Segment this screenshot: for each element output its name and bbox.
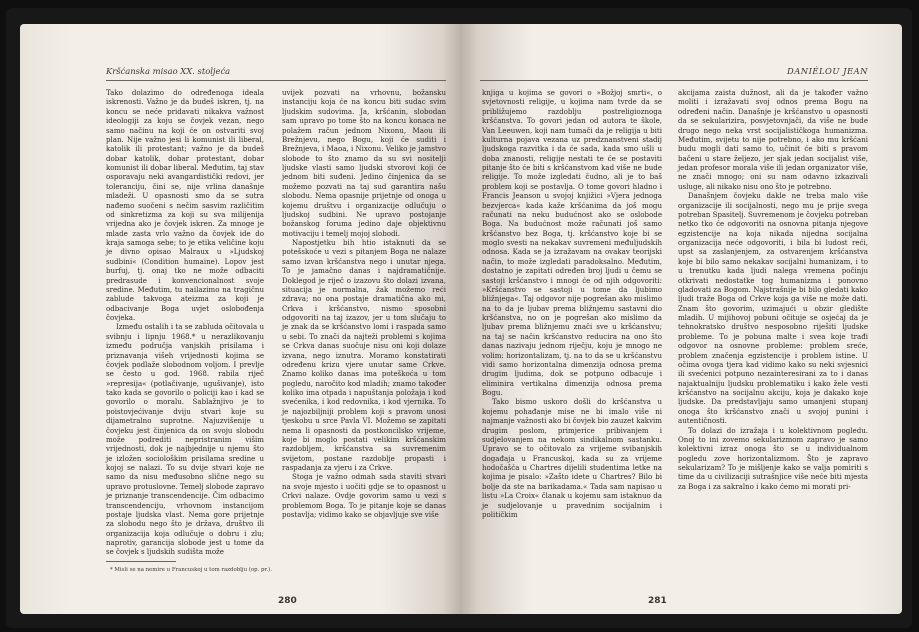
right-column-1 (482, 88, 662, 519)
page-number-left: 280 (278, 596, 297, 606)
page-number-right: 281 (648, 596, 667, 606)
paragraph: Današnjem čovjeku dakle ne treba malo više organizacije ili socijalnosti, nego mu je prije svega potreban Spasitelj. Suvremenom je čovjeku potreban netko tko će odgovoriti na osnovna pitanja njegove egzistencije na koja nikada nijedna socijalna organizacija neće odgovoriti, i bila bi ludost reći, upst sa zaslanjenjem, za ostvarenjem kršćanstva koje bi bilo samo nekakav socijalni humanizam, i to u trenutku kada ljudi nalega vremena počinju otkrivati nedostatke tog humanizma i ponovno gladovati za Bogom. Najstrašnije bi bilo gledati kako ljudi traže Boga od Crkve koja ga više ne može dati. Znam što govorim, uzimajući u obzir gledište mladih. U mijihovoj pobuni očituje se osjećaj da je tehnokratsko društvo nesposobno riješiti ljudske probleme. To je pobuna malte i svea koje trađi odgovor na osnovne probleme: problem sreće, problem značenja egzistencije i problem istine. U očima ovoga tjera kad vidimo kako su neki svjesnici ili svećenici potpuno nezainteresirani za to i danas najaktualniju ljudsku problematiku i kako žele vesti kršćanstvo na socijalnu akciju, koja je dakako koje ljudske. Da predstavljaju samo umanjeni stupanj onoga što kršćanstvo znači u svojoj punini i autentičnosti. (678, 191, 868, 426)
left-page (20, 24, 460, 614)
left-column-1 (106, 88, 264, 557)
paragraph: knjiga u kojima se govori o »Božjoj smrti«, o svjetovnosti religije, u kojima nam tvrde da se približujemo razdoblju postreligioznoga kršćanstva. To govori jedan od autora te škole, Van Leeuwen, koji nam tumači da je religija u biti kulturna pojava vezana uz predznanstveni stadij ljudskoga razvitka i da će sada, kada smo ušli u doba znanosti, religije nestati te će se postaviti pitanje što će biti s kršćanstvom kad više ne bude religije. To može izgledati čudno, ali je to baš problem koji se postavlja. O tome govori hladno i Francis Jeanson u svojoj knjižici »Vjera jednoga bezvjerca« kada kaže kršćanima da još mogu računati na neku budućnost ako se oslobode Boga. Na budućnost može računati još samo kršćanstvo bez Boga, tj. kršćanstvo koje bi se moglo svesti na nekakav suvremeni međuljudskih odnosa. Kada se ja izražavam na ovakav teorijski način, to može izgledati paradoksalno. Međutim, dostatno je zapitati određen broj ljudi u čemu se sastoji kršćanstvo i mnogi će od njih odgovoriti: »Kršćanstvo se sastoji u tome da ljubimo bližnjega«. Taj odgovor nije pogrešan ako mislimo na to da je ljubav prema bližnjemu sastavni dio kršćanstva, no on je pogrešan ako mislimo da ljubav prema bližnjemu znači sve u kršćanstvu; na taj se način kršćanstvo reducira na ono što danas nazivaju jednom riječju, koju je mnogo ne volim: horizontalizam, tj. na to da se u kršćanstvu vidi samo horizontalna dimenzija odnosa prema drugim ljudima, dok se potpuno odbacuje i eliminira vertikalna dimenzija odnosa prema Bogu. (482, 88, 662, 397)
paragraph: Tako dolazimo do određenoga ideala iskrenosti. Važno je da budeš iskren, tj. na koncu se neće pridavati nikakva važnost ideologiji za koju se čovjek vezan, nego samo načinu na koji će on ostvariti svoj plan. Nije važno jesi li komunist ili liberal, katolik ili protestant; važno je da budeš dobar katolik, dobar protestant, dobar komunist ili dobar liberal. Međutim, taj stav osporavaju neki avangardistički redovi, jer toleranciju, čini se, nije vrlina današnje mladeži. U opasnosti smo da se sutra nađemo suočeni s nečim sasvim različitim od sinkretizma za koji su sva milijenija vrijedna ako je čovjek iskren. Za mnoge je mlade zasta vrlo važno da čovjek ide do kraja samoga sebe; to je etika veličine koju je divno opisao Malraux u »Ljudskoj sudbini« (Condition humaine). Lopov jest burfuj, tj. onaj tko ne može odbaciti predrasude i konvencionalnost svoje sredine. Međutim, tu nailazimo na tragičnu zablude takvoga ateizma za koji je odbacivanje Boga uvjet oslobođenja čovjeka. (106, 88, 264, 322)
running-head-right: DANIÉLOU JEAN (786, 66, 868, 76)
paragraph: Napostjetku bih htio istaknuti da se potešskoće u vezi s pitanjem Boga ne nalaze samo izvan kršćanstva nego i unutar njega. To je jamačno danas i najdramatičnije. Doklegod je riječ o izazovu što dolazi izvana, situacija je normalna, žak možemo reći zdrava; no ona postaje dramatična ako mi, Crkva i kršćanstvo, nismo sposobni odgovoriti na taj izazov, jer u tom slučaju to je znak da se kršćanstvo lomi i raspada samo u sebi. To znači da najteži problemi s kojima se Crkva danas suočuje nisu oni koji dolaze izvana, nego iznutra. Moramo konstatirati određenu krizu vjere unutar same Crkve. Znamo koliko danas ima poteškoća u tom pogledu, naročito kod mladih; znamo također koliko ima otpada i napuštanja položaja i kod svećenika, i kod redovnika, i kod vjernika. To je najozbiljniji problem koji s pravom unosi tjeskobu u srce Pavla VI. Možemo se zapitati nema li opasnosti da postkoncilsko vrijeme, koje bi moglo postati velikim kršćanskim razdobljem, kršćanstva sa suvremenim svijetom, postane razdoblje propasti i raspadanja za vjeru i za Crkve. (282, 238, 446, 472)
right-column-2 (678, 88, 868, 491)
footnote-rule (106, 561, 176, 562)
header-rule-right (480, 80, 868, 81)
paragraph: Između ostalih i ta se zabluda očitovala u svibnju i lipnju 1968.* u nerazlikovanju između područja vanjskih prisilama i priznavanja višeh vrijednosti kojima se čovjek podlaže slobodnom voljom. I prevlje se često u god. 1968. rabila riječ »represija« (potlačivanje, ugušivanje), isto tako kada se govorilo o policiji kao i kad se govorilo o moralu. Sablažnjivo je to poistovjećivanje dviju stvari koje su dijametralno suprotne. Najuzvišenije u čovjeku jest činjenica da on svoju slobodu može podrediti nepristranim višim vrijednosti, dok je najbjednije u njemu što je izložen sociološkim prisilama sredine u kojoj se nalazi. To su dvije stvari koje ne samo da nisu međusobno slične nego su upravo protuslovne. Temelj slobode zapravo je priznanje transcendencije. Čim odbacimo transcendenciju, vrhovnom instancijom postaje ljudska vlast. Nema gore prijetnje za slobodu nego što je država, društvo ili organizacija koja odlučuje o dobru i zlu; naprotiv, garancija slobode jest u tome da se čovjek s ljudskih sudišta može (106, 322, 264, 557)
paragraph: uvijek pozvati na vrhovnu, božansku instanciju koja će na koncu biti sudac svim ljudskim sudovima. Ja, kršćanin, slobodan sam upravo po tome što na koncu konaca ne polažem račun jednom Nixonu, Maou ili Brežnjevu, nego Bogu, koji će suditi i Brežnjeva, i Maoa, i Nixonu. Veliko je jamstvo slobode to što znamo da su svi nositelji ljudske vlasti samo ljudski stvorovi koji će jednom biti suđeni. Jedino činjenica da se možemo pozvati na taj sud garantira našu slobodu. Nema opasnije prijetnje od onoga u kojemu društvu i organizacije odlučuju o ljudskoj sudbini. Ne upravo postojanje božanskog foruma jedino daje objektivnu motivaciju i temelj mojoj slobodi. (282, 88, 446, 238)
open-book (6, 8, 912, 628)
header-rule-left (106, 80, 446, 81)
paragraph: Stoga je važno odmah sada staviti stvari na svoje mjesto i uočiti gdje se to opasnost u Crkvi nalaze. Ovdje govorim samo u vezi s problemom Boga. To je pitanje koje se danas postavlja; vidimo kako se objavljuje sve više (282, 472, 446, 519)
paragraph: To dolazi do izražaja i u kolektivnom pogledu. Onoj to ini zovemo sekularizmom zapravo je samo kolektivni izraz onoga što se u individualnom pogledu zove horizontalizmom. Što je zapravo sekularizam? To je mišljenje kako se valja pomiriti s time da u civilizaciji sutrašnjice više neće biti mjesta za Boga i za sakralno i kako ćemo mi morati pri- (678, 425, 868, 491)
left-column-2 (282, 88, 446, 519)
running-head-left: Kršćanska misao XX. stoljeća (106, 66, 231, 76)
footnote: * Misli se na nemire u Francuskoj u tom razdoblju (op. pr.). (110, 567, 272, 573)
paragraph: Tako bismo uskoro došli do kršćanstva u kojemu pohađanje mise ne bi imalo više ni najmanje važnosti ako bi čovjek bio zauzet kakvim drugim poslom, primjerice pribivanjem i sudjelovanjem na nekom sindikalnom sastanku. Upravo se to očitovalo za vrijeme svibanjskih događaja u Francuskoj, kada su za vrijeme hodočašća u Chartres dijelili studentima letke na kojima je pisalo: »Zašto idete u Chartres? Bilo bi bolje da ste na barikadama.« Tada sam napisao u listu »La Croix« članak u kojemu sam istaknuo da je sudjelovanje u pravednim socijalnim i političkim (482, 397, 662, 519)
right-page (460, 24, 902, 614)
paragraph: akcijama zaista dužnost, ali da je također važno moliti i izražavati svoj odnos prema Bogu na određeni način. Današnje je kršćanstvo u opasnosti da se sekularizira, posvjetovnjači, da više ne bude drugo nego neka vrst socijalističkoga humanizma. Međutim, svijetu to nije potrebno, i ako mu kršćani budu mogli dati samo to, učinit će biti s pravom bačeni u stare željezo, jer sjak jedan socijalist više, jedan profesor morala više ili jedan organizator više, ne znači mnogo; oni su nam odavno izkazivali usluge, ali nikako nisu ono što je potrebno. (678, 88, 868, 191)
